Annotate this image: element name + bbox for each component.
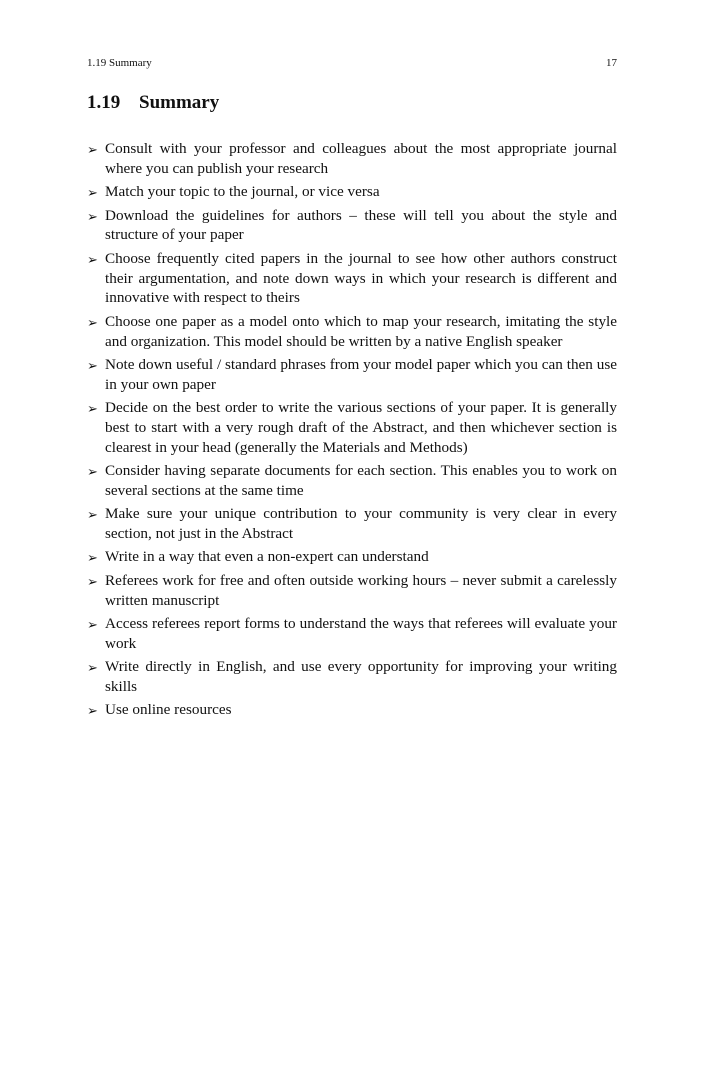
list-item-text: Consider having separate documents for each section. This enables you to work on several sections at the same time	[105, 462, 617, 499]
list-item-text: Choose one paper as a model onto which to map your research, imitating the style and organization. This model should be written by a native English speaker	[105, 312, 617, 350]
arrow-bullet-icon: ➢	[87, 251, 98, 267]
arrow-bullet-icon: ➢	[87, 703, 98, 719]
list-item	[87, 182, 617, 202]
list-item-text: Write directly in English, and use every opportunity for improving your writing skills	[105, 658, 617, 696]
section-number: 1.19	[87, 92, 121, 113]
summary-bullet-list	[87, 139, 617, 724]
list-item	[87, 504, 617, 544]
list-item-text: Match your topic to the journal, or vice versa	[105, 183, 380, 201]
list-item-text: Consult with your professor and colleagues about the most appropriate journal where you can publish your research	[105, 140, 617, 177]
section-title: Summary	[139, 92, 220, 113]
list-item	[87, 614, 617, 654]
list-item-text: Decide on the best order to write the various sections of your paper. It is generally best to start with a very rough draft of the Abstract, and then whichever section is clearest in your head (generally the Materials and Methods)	[105, 399, 617, 456]
list-item	[87, 398, 617, 457]
arrow-bullet-icon: ➢	[87, 507, 98, 523]
arrow-bullet-icon: ➢	[87, 573, 98, 589]
list-item	[87, 461, 617, 501]
list-item-text: Access referees report forms to understand the ways that referees will evaluate your work	[105, 615, 617, 652]
arrow-bullet-icon: ➢	[87, 357, 98, 373]
running-head-section: 1.19 Summary	[87, 57, 152, 69]
list-item	[87, 547, 617, 567]
list-item	[87, 700, 617, 720]
list-item	[87, 312, 617, 352]
list-item-text: Referees work for free and often outside working hours – never submit a carelessly written manuscript	[105, 571, 617, 609]
arrow-bullet-icon: ➢	[87, 401, 98, 417]
list-item-text: Make sure your unique contribution to your community is very clear in every section, not just in the Abstract	[105, 505, 617, 543]
list-item-text: Note down useful / standard phrases from your model paper which you can then use in your own paper	[105, 355, 617, 393]
list-item	[87, 571, 617, 611]
list-item	[87, 139, 617, 179]
arrow-bullet-icon: ➢	[87, 660, 98, 676]
list-item-text: Use online resources	[105, 701, 232, 719]
arrow-bullet-icon: ➢	[87, 142, 98, 157]
list-item	[87, 657, 617, 697]
arrow-bullet-icon: ➢	[87, 617, 98, 633]
running-head	[87, 57, 617, 70]
list-item-text: Download the guidelines for authors – these will tell you about the style and structure of your paper	[105, 206, 617, 244]
list-item	[87, 249, 617, 308]
arrow-bullet-icon: ➢	[87, 464, 98, 480]
list-item	[87, 206, 617, 246]
list-item-text: Write in a way that even a non-expert can understand	[105, 548, 429, 566]
section-heading	[87, 91, 219, 115]
list-item	[87, 355, 617, 395]
arrow-bullet-icon: ➢	[87, 208, 98, 224]
page-number: 17	[606, 57, 617, 69]
arrow-bullet-icon: ➢	[87, 550, 98, 566]
list-item-text: Choose frequently cited papers in the journal to see how other authors construct their argumentation, and note down ways in which your research is different and innovative with respect to theirs	[105, 249, 617, 307]
arrow-bullet-icon: ➢	[87, 314, 98, 330]
arrow-bullet-icon: ➢	[87, 185, 98, 201]
